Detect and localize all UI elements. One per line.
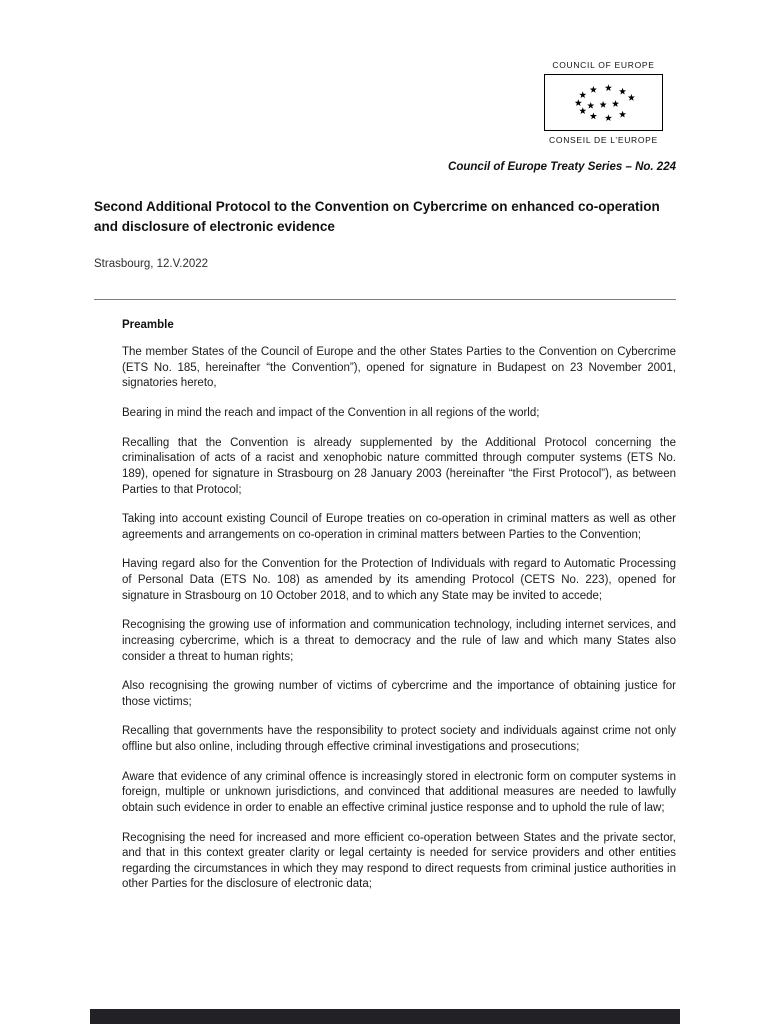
document-header bbox=[94, 60, 676, 173]
preamble-paragraph-8: Recalling that governments have the responsibility to protect society and individuals against crime not only offline but also online, including through effective criminal investigations and prosecutions; bbox=[122, 725, 676, 753]
logo-caption-english: COUNCIL OF EUROPE bbox=[552, 60, 655, 70]
logo-frame bbox=[544, 74, 663, 131]
preamble-paragraph-1: The member States of the Council of Europe and the other States Parties to the Convention on Cybercrime (ETS No. 185, hereinafter “the Convention”), opened for signature in Budapest on 23 November 2001, signatories hereto, bbox=[122, 346, 676, 390]
preamble-heading: Preamble bbox=[122, 319, 174, 332]
preamble-paragraph-6: Recognising the growing use of information and communication technology, including internet services, and increasing cybercrime, which is a threat to democracy and the rule of law and which many States also consider a threat to human rights; bbox=[122, 619, 676, 663]
horizontal-divider bbox=[94, 299, 676, 300]
preamble-paragraph-4: Taking into account existing Council of Europe treaties on co-operation in criminal matters as well as other agreements and arrangements on co-operation in criminal matters between Parties to the Convention; bbox=[122, 513, 676, 541]
preamble-section bbox=[122, 319, 676, 893]
treaty-series-line: Council of Europe Treaty Series – No. 224 bbox=[448, 161, 676, 173]
preamble-paragraph-3: Recalling that the Convention is already supplemented by the Additional Protocol concerning the criminalisation of acts of a racist and xenophobic nature committed through computer systems (ETS No. 189), opened for signature in Strasbourg on 28 January 2003 (hereinafter “the First Protocol”), as between Parties to that Protocol; bbox=[122, 436, 676, 496]
preamble-paragraph-5: Having regard also for the Convention for the Protection of Individuals with regard to Automatic Processing of Personal Data (ETS No. 108) as amended by its amending Protocol (CETS No. 223), opened for signature in Strasbourg on 10 October 2018, and to which any State may be invited to accede; bbox=[122, 558, 676, 602]
preamble-paragraph-7: Also recognising the growing number of victims of cybercrime and the importance of obtaining justice for those victims; bbox=[122, 680, 676, 708]
place-and-date: Strasbourg, 12.V.2022 bbox=[94, 258, 209, 271]
preamble-paragraph-10: Recognising the need for increased and more efficient co-operation between States and the private sector, and that in this context greater clarity or legal certainty is needed for service providers and other entities regarding the circumstances in which they may respond to direct requests from criminal justice authorities in other Parties for the disclosure of electronic data; bbox=[122, 831, 676, 891]
document-title: Second Additional Protocol to the Convention on Cybercrime on enhanced co-operation and disclosure of electronic evidence bbox=[94, 199, 660, 234]
council-of-europe-logo bbox=[544, 60, 663, 145]
stars-e-emblem-icon bbox=[554, 80, 654, 126]
bottom-dark-bar bbox=[90, 1009, 680, 1024]
preamble-paragraph-9: Aware that evidence of any criminal offence is increasingly stored in electronic form on computer systems in foreign, multiple or unknown jurisdictions, and convinced that additional measures are needed to lawfully obtain such evidence in order to enable an effective criminal justice response and to uphold the rule of law; bbox=[122, 770, 676, 814]
logo-caption-french: CONSEIL DE L’EUROPE bbox=[549, 135, 658, 145]
preamble-paragraph-2: Bearing in mind the reach and impact of the Convention in all regions of the world; bbox=[122, 407, 540, 419]
